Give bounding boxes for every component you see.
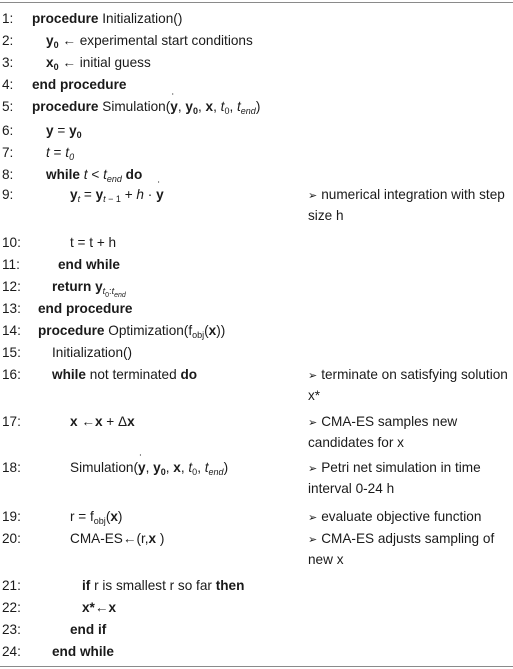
- algorithm-line-7: 7: $t = t_0$: [2, 145, 75, 162]
- algorithm-line-2: 2: $y_0$ ← experimental start conditions: [2, 33, 253, 50]
- comment-c17: ➢ CMA-ES samples new candidates for x: [308, 414, 458, 450]
- algorithm-line-17: 17: x ←x + Δx ➢ CMA-ES samples new candidates for x: [0, 412, 513, 452]
- algorithm-line-3: 3: $x_0$ ← initial guess: [2, 55, 151, 72]
- line-number: 14:: [2, 323, 21, 338]
- line-number: 23:: [2, 622, 21, 637]
- algorithm-line-8: 8: while $t < t_{end}$ do: [2, 167, 143, 184]
- line-number: 24:: [2, 644, 21, 659]
- comment-c19: ➢ evaluate objective function: [308, 509, 482, 524]
- algorithm-line-24: 24: end while: [0, 642, 513, 662]
- line-number: 10:: [2, 235, 21, 250]
- line-number: 1:: [2, 11, 14, 26]
- algorithm-line-19: 19: $r = f_{obj}(x)$ ➢ evaluate objective function: [0, 507, 513, 527]
- line-number: 17:: [2, 414, 21, 429]
- algorithm-line-14: 14: procedure $Optimization(f_{obj}(x))$: [2, 323, 226, 340]
- algorithm-line-18: 18: Simulation(y ˙, $y_0$, x, $t_0$, $t_{end}$) ➢ Petri net simulation in time interval 0-24 h: [0, 458, 513, 498]
- algorithm-line-11: 11: end while: [0, 255, 513, 275]
- line-number: 6:: [2, 123, 14, 138]
- algorithm-line-23: 23: end if: [0, 620, 513, 640]
- algorithm-line-21: 21: if r is smallest r so far then: [0, 576, 513, 596]
- line-number: 22:: [2, 600, 21, 615]
- line-number: 12:: [2, 279, 21, 294]
- algorithm-line-13: 13: end procedure: [0, 299, 513, 319]
- line-number: 20:: [2, 531, 21, 546]
- algorithm-line-10: 10: t = t + h: [0, 233, 513, 253]
- line-number: 19:: [2, 509, 21, 524]
- line-number: 11:: [2, 257, 20, 272]
- line-number: 9:: [2, 187, 14, 202]
- line-number: 3:: [2, 55, 14, 70]
- comment-c9: ➢ numerical integration with step size h: [308, 187, 505, 223]
- algorithm-line-20: 20: CMA-ES←(r,x ) ➢ CMA-ES adjusts sampling of new x: [0, 529, 513, 569]
- comment-c18: ➢ Petri net simulation in time interval 0-24 h: [308, 460, 481, 496]
- table-bottom-rule: [0, 666, 513, 667]
- line-number: 8:: [2, 167, 14, 182]
- algorithm-line-5: 5: procedure Simulation(y ˙, $y_0$, x, $t_0$, $t_{end}$): [0, 97, 513, 117]
- algorithm-line-12: 12: return $y_{t_0:t_{end}}$: [2, 279, 126, 299]
- algorithm-line-15: 15: Initialization(): [0, 343, 513, 363]
- line-number: 18:: [2, 460, 21, 475]
- comment-c16: ➢ terminate on satisfying solution x*: [308, 367, 508, 403]
- line-number: 13:: [2, 301, 21, 316]
- line-number: 2:: [2, 33, 14, 48]
- algorithm-line-4: 4: end procedure: [0, 75, 513, 95]
- line-number: 15:: [2, 345, 21, 360]
- algorithm-line-6: 6: $y = y_0$: [2, 123, 82, 140]
- algorithm-line-9: 9: $y_t = y_{t - 1} + h \cdot y$ ˙ ➢ numerical integration with step size h: [0, 185, 513, 225]
- algorithm-line-16: 16: while not terminated do ➢ terminate on satisfying solution x*: [0, 365, 513, 405]
- line-number: 4:: [2, 77, 14, 92]
- keyword-procedure: procedure: [32, 11, 99, 26]
- line-number: 7:: [2, 145, 14, 160]
- line-number: 5:: [2, 99, 14, 114]
- table-top-rule: [0, 2, 513, 3]
- line-number: 16:: [2, 367, 21, 382]
- algorithm-line-22: 22: x*←x: [0, 598, 513, 618]
- comment-c20: ➢ CMA-ES adjusts sampling of new x: [308, 531, 495, 567]
- procedure-name: Initialization(): [102, 11, 183, 26]
- line-number: 21:: [2, 578, 21, 593]
- algorithm-line-1: [0, 9, 513, 29]
